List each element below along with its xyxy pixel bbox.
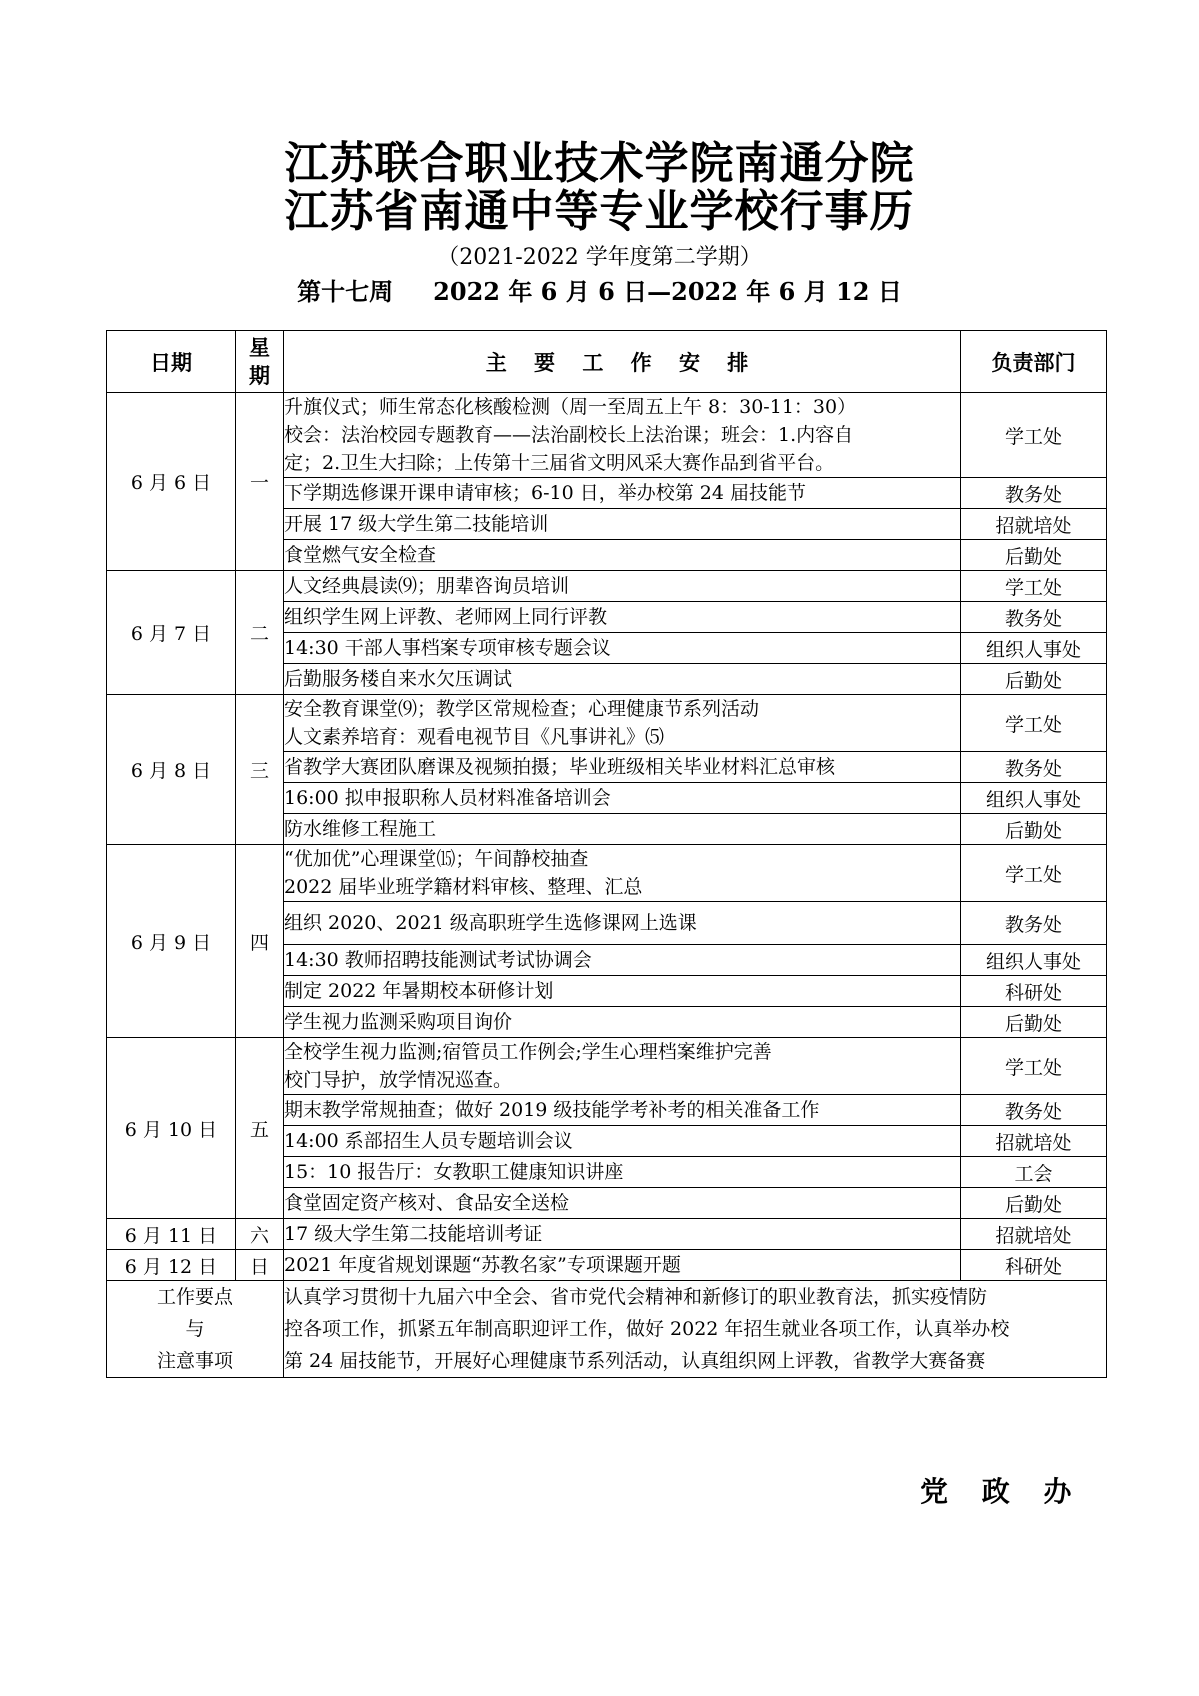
dept-cell: 后勤处 (961, 814, 1107, 845)
dept-cell: 学工处 (961, 571, 1107, 602)
task-line: 食堂固定资产核对、食品安全送检 (284, 1192, 570, 1214)
semester-subtitle: （2021-2022 学年度第二学期） (437, 245, 762, 270)
dept-cell: 招就培处 (961, 1126, 1107, 1157)
notes-label-line: 与 (185, 1318, 205, 1340)
dept-cell: 工会 (961, 1157, 1107, 1188)
task-cell (284, 509, 961, 540)
task-line: 省教学大赛团队磨课及视频拍摄；毕业班级相关毕业材料汇总审核 (284, 756, 836, 778)
task-line: 期末教学常规抽查；做好 2019 级技能学考补考的相关准备工作 (284, 1099, 820, 1121)
day-date: 6 月 7 日 (107, 571, 236, 695)
task-line: 人文素养培育：观看电视节目《凡事讲礼》⑸ (284, 726, 665, 748)
dept-cell: 学工处 (961, 845, 1107, 902)
task-cell (284, 393, 961, 478)
task-cell (284, 478, 961, 509)
dept-cell: 科研处 (961, 1250, 1107, 1281)
task-line: 组织 2020、2021 级高职班学生选修课网上选课 (284, 912, 697, 934)
task-line: 校门导护，放学情况巡查。 (284, 1069, 513, 1091)
task-cell (284, 783, 961, 814)
dept-cell: 招就培处 (961, 1219, 1107, 1250)
notes-row (107, 1281, 1107, 1378)
task-line: 食堂燃气安全检查 (284, 544, 437, 566)
task-line: 升旗仪式；师生常态化核酸检测（周一至周五上午 8：30-11：30） (284, 396, 857, 418)
task-line: “优加优”心理课堂⒂；午间静校抽查 (284, 848, 589, 870)
dept-cell: 招就培处 (961, 509, 1107, 540)
notes-text-line: 认真学习贯彻十九届六中全会、省市党代会精神和新修订的职业教育法，抓实疫情防 (284, 1286, 988, 1308)
task-cell (284, 1007, 961, 1038)
dept-cell: 后勤处 (961, 664, 1107, 695)
task-line: 16:00 拟申报职称人员材料准备培训会 (284, 787, 611, 809)
page-title: 江苏联合职业技术学院南通分院 (284, 138, 915, 189)
task-line: 防水维修工程施工 (284, 818, 437, 840)
task-cell (284, 1219, 961, 1250)
table-row (107, 1219, 1107, 1250)
week-line (0, 276, 1199, 308)
day-date: 6 月 11 日 (107, 1219, 236, 1250)
task-cell (284, 752, 961, 783)
dept-cell: 后勤处 (961, 1007, 1107, 1038)
task-cell (284, 1126, 961, 1157)
task-line: 14:30 干部人事档案专项审核专题会议 (284, 637, 611, 659)
task-cell (284, 1157, 961, 1188)
table-row (107, 393, 1107, 478)
schedule-table (106, 330, 1107, 1378)
task-cell (284, 1188, 961, 1219)
task-cell (284, 571, 961, 602)
notes-label-line: 注意事项 (156, 1350, 233, 1372)
task-cell (284, 1250, 961, 1281)
task-line: 17 级大学生第二技能培训考证 (284, 1223, 543, 1245)
task-cell (284, 945, 961, 976)
task-cell (284, 1038, 961, 1095)
task-cell (284, 664, 961, 695)
notes-text (284, 1281, 1107, 1378)
task-line: 全校学生视力监测;宿管员工作例会;学生心理档案维护完善 (284, 1041, 772, 1063)
table-row (107, 571, 1107, 602)
task-line: 学生视力监测采购项目询价 (284, 1011, 513, 1033)
header-dept: 负责部门 (961, 331, 1107, 393)
task-cell (284, 902, 961, 945)
task-line: 校会：法治校园专题教育——法治副校长上法治课；班会：1.内容自 (284, 424, 854, 446)
task-line: 后勤服务楼自来水欠压调试 (284, 668, 513, 690)
dept-cell: 教务处 (961, 1095, 1107, 1126)
day-weekday: 二 (236, 571, 284, 695)
task-line: 14:00 系部招生人员专题培训会议 (284, 1130, 573, 1152)
week-number: 第十七周 (297, 277, 394, 306)
header-date: 日期 (107, 331, 236, 393)
header-weekday: 星 期 (236, 331, 284, 393)
task-line: 2022 届毕业班学籍材料审核、整理、汇总 (284, 876, 643, 898)
dept-cell: 教务处 (961, 752, 1107, 783)
task-line: 定；2.卫生大扫除；上传第十三届省文明风采大赛作品到省平台。 (284, 452, 835, 474)
task-line: 人文经典晨读⑼；朋辈咨询员培训 (284, 575, 570, 597)
notes-text-line: 控各项工作，抓紧五年制高职迎评工作，做好 2022 年招生就业各项工作，认真举办校 (284, 1318, 1010, 1340)
day-weekday: 一 (236, 393, 284, 571)
dept-cell: 组织人事处 (961, 783, 1107, 814)
notes-text-line: 第 24 届技能节，开展好心理健康节系列活动，认真组织网上评教，省教学大赛备赛 (284, 1350, 986, 1372)
task-cell (284, 1095, 961, 1126)
dept-cell: 学工处 (961, 1038, 1107, 1095)
dept-cell: 学工处 (961, 393, 1107, 478)
notes-label (107, 1281, 284, 1378)
task-cell (284, 976, 961, 1007)
table-body (107, 393, 1107, 1378)
task-cell (284, 602, 961, 633)
task-cell (284, 633, 961, 664)
day-weekday: 四 (236, 845, 284, 1038)
task-cell (284, 540, 961, 571)
task-line: 下学期选修课开课申请审核；6-10 日，举办校第 24 届技能节 (284, 482, 806, 504)
task-line: 14:30 教师招聘技能测试考试协调会 (284, 949, 592, 971)
table-row (107, 695, 1107, 752)
day-weekday: 六 (236, 1219, 284, 1250)
title-block (0, 140, 1199, 308)
dept-cell: 后勤处 (961, 540, 1107, 571)
day-date: 6 月 6 日 (107, 393, 236, 571)
day-date: 6 月 12 日 (107, 1250, 236, 1281)
table-header-row (107, 331, 1107, 393)
task-cell (284, 845, 961, 902)
day-weekday: 三 (236, 695, 284, 845)
page-title-secondary: 江苏省南通中等专业学校行事历 (284, 186, 915, 237)
dept-cell: 组织人事处 (961, 945, 1107, 976)
day-date: 6 月 8 日 (107, 695, 236, 845)
task-line: 开展 17 级大学生第二技能培训 (284, 513, 549, 535)
dept-cell: 学工处 (961, 695, 1107, 752)
day-date: 6 月 10 日 (107, 1038, 236, 1219)
notes-label-line: 工作要点 (156, 1286, 233, 1308)
task-line: 组织学生网上评教、老师网上同行评教 (284, 606, 608, 628)
table-row (107, 1250, 1107, 1281)
day-weekday: 五 (236, 1038, 284, 1219)
table-row (107, 1038, 1107, 1095)
header-main-work: 主 要 工 作 安 排 (284, 331, 961, 393)
task-line: 15：10 报告厅：女教职工健康知识讲座 (284, 1161, 624, 1183)
dept-cell: 教务处 (961, 602, 1107, 633)
table-row (107, 845, 1107, 902)
dept-cell: 科研处 (961, 976, 1107, 1007)
signature: 党 政 办 (920, 1475, 1084, 1508)
task-line: 2021 年度省规划课题“苏教名家”专项课题开题 (284, 1254, 681, 1276)
task-cell (284, 814, 961, 845)
task-line: 制定 2022 年暑期校本研修计划 (284, 980, 554, 1002)
task-cell (284, 695, 961, 752)
dept-cell: 教务处 (961, 478, 1107, 509)
dept-cell: 后勤处 (961, 1188, 1107, 1219)
dept-cell: 组织人事处 (961, 633, 1107, 664)
day-weekday: 日 (236, 1250, 284, 1281)
date-range: 2022 年 6 月 6 日—2022 年 6 月 12 日 (433, 277, 902, 306)
dept-cell: 教务处 (961, 902, 1107, 945)
task-line: 安全教育课堂⑼；教学区常规检查；心理健康节系列活动 (284, 698, 760, 720)
day-date: 6 月 9 日 (107, 845, 236, 1038)
